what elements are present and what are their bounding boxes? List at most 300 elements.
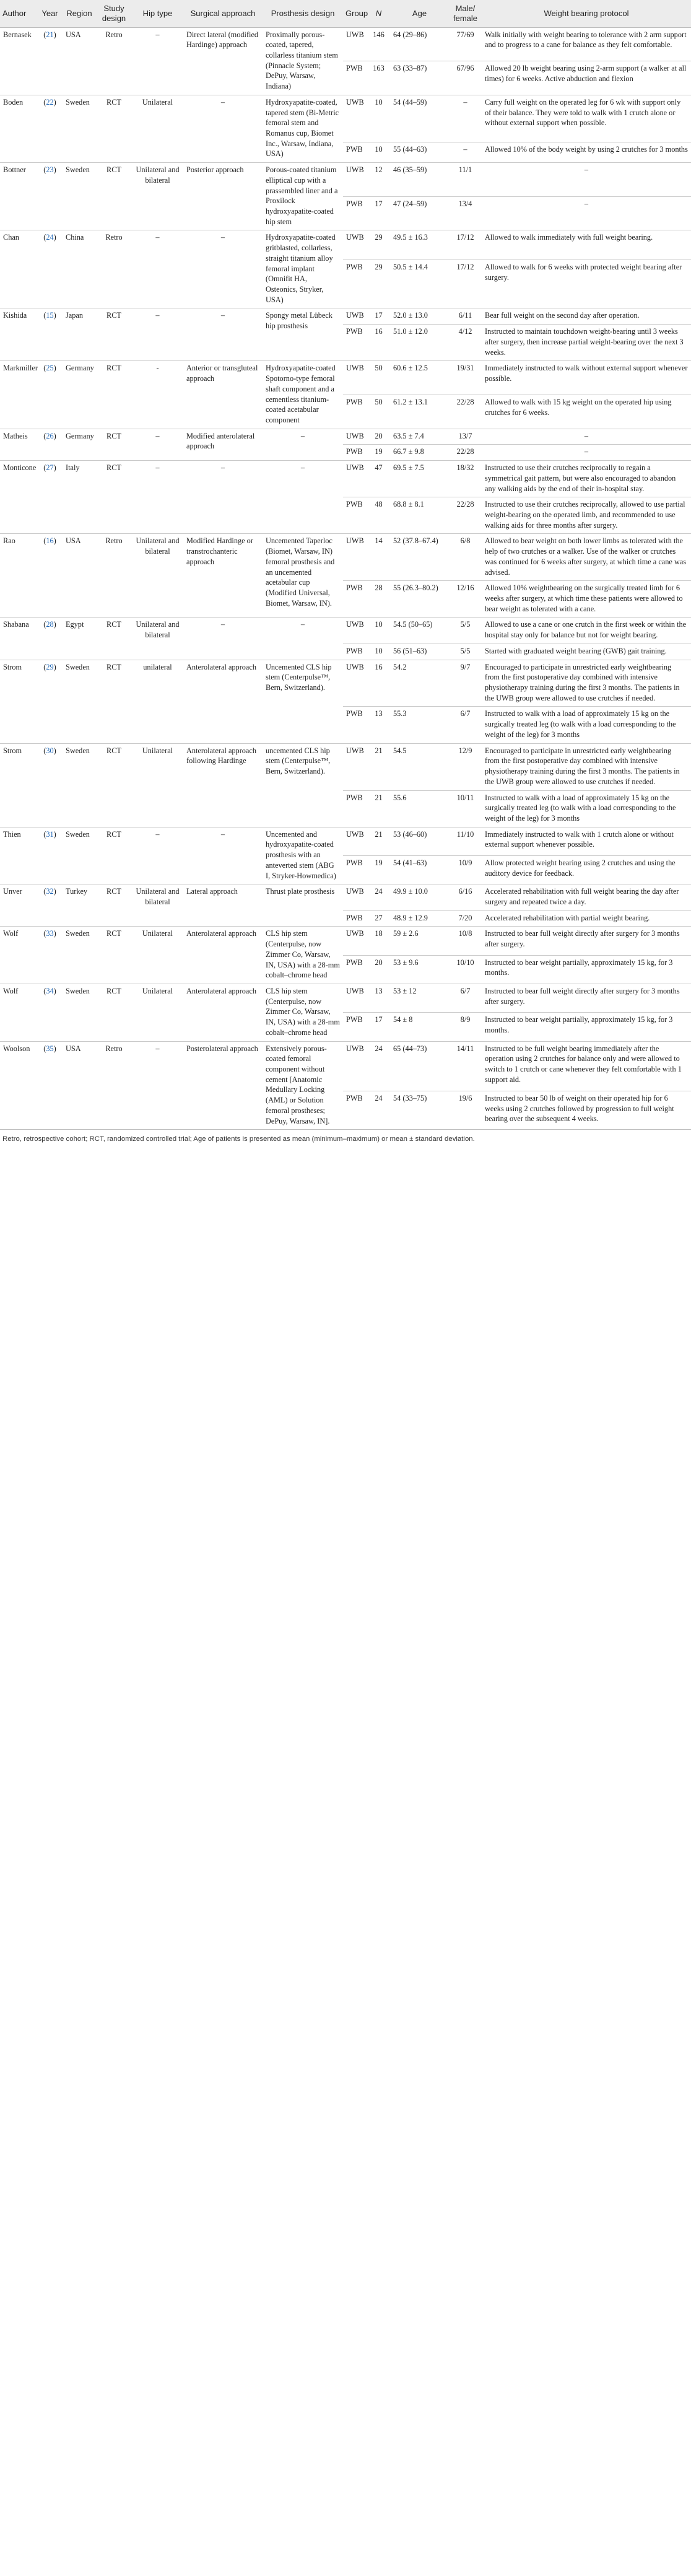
n-cell: 10 — [367, 618, 390, 644]
hip-type-cell: Unilateral — [132, 927, 183, 984]
study-design-cell: RCT — [96, 927, 132, 984]
group-cell: UWB — [343, 361, 367, 395]
prosthesis-design-cell: Spongy metal Lübeck hip prosthesis — [263, 308, 343, 361]
reference-link[interactable]: 28 — [46, 620, 54, 629]
header-male-female: Male/ female — [449, 0, 482, 27]
author-cell: Woolson — [0, 1041, 37, 1129]
n-cell: 146 — [367, 27, 390, 61]
age-cell: 60.6 ± 12.5 — [390, 361, 449, 395]
age-cell: 69.5 ± 7.5 — [390, 461, 449, 497]
group-cell: UWB — [343, 743, 367, 790]
region-cell: China — [63, 230, 96, 308]
group-cell: PWB — [343, 1091, 367, 1129]
group-cell: PWB — [343, 395, 367, 429]
weight-bearing-protocol-cell: – — [482, 445, 691, 461]
surgical-approach-cell: Posterior approach — [183, 163, 263, 230]
year-cell: (34) — [37, 984, 63, 1042]
age-cell: 65 (44–73) — [390, 1041, 449, 1091]
weight-bearing-protocol-cell: Allow protected weight bearing using 2 crutches and using the auditory device for feedback. — [482, 855, 691, 884]
male-female-cell: 12/9 — [449, 743, 482, 790]
group-cell: UWB — [343, 984, 367, 1013]
group-cell: PWB — [343, 445, 367, 461]
study-design-cell: RCT — [96, 984, 132, 1042]
male-female-cell: 22/28 — [449, 445, 482, 461]
male-female-cell: 10/11 — [449, 790, 482, 827]
prosthesis-design-cell: – — [263, 429, 343, 460]
male-female-cell: 19/31 — [449, 361, 482, 395]
prosthesis-design-cell: CLS hip stem (Centerpulse, now Zimmer Co, Warsaw, IN, USA) with a 28-mm cobalt–chrome head — [263, 927, 343, 984]
n-cell: 14 — [367, 534, 390, 581]
group-cell: PWB — [343, 1013, 367, 1041]
surgical-approach-cell: Anterolateral approach — [183, 660, 263, 743]
reference-link[interactable]: 35 — [46, 1044, 54, 1053]
table-row — [0, 361, 691, 395]
weight-bearing-protocol-cell: Accelerated rehabilitation with full weight bearing the day after surgery and repeated twice a day. — [482, 884, 691, 910]
surgical-approach-cell: – — [183, 827, 263, 884]
n-cell: 20 — [367, 429, 390, 445]
group-cell: PWB — [343, 644, 367, 660]
weight-bearing-protocol-cell: Immediately instructed to walk with 1 crutch alone or without external support whenever possible. — [482, 827, 691, 855]
reference-link[interactable]: 21 — [46, 30, 54, 39]
reference-link[interactable]: 22 — [46, 97, 54, 107]
age-cell: 55 (26.3–80.2) — [390, 581, 449, 618]
weight-bearing-protocol-cell: Allowed to walk with 15 kg weight on the operated hip using crutches for 6 weeks. — [482, 395, 691, 429]
male-female-cell: 6/16 — [449, 884, 482, 910]
prosthesis-design-cell: Proximally porous-coated, tapered, collarless titanium stem (Pinnacle System; DePuy, Warsaw, Indiana) — [263, 27, 343, 95]
author-cell: Wolf — [0, 927, 37, 984]
study-design-cell: RCT — [96, 618, 132, 660]
surgical-approach-cell: – — [183, 461, 263, 534]
study-design-cell: Retro — [96, 230, 132, 308]
group-cell: UWB — [343, 827, 367, 855]
studies-table — [0, 0, 691, 1129]
reference-link[interactable]: 25 — [46, 364, 54, 373]
author-cell: Matheis — [0, 429, 37, 460]
weight-bearing-protocol-cell: Accelerated rehabilitation with partial weight bearing. — [482, 910, 691, 927]
study-design-cell: RCT — [96, 95, 132, 162]
hip-type-cell: Unilateral — [132, 984, 183, 1042]
author-cell: Bottner — [0, 163, 37, 230]
male-female-cell: 4/12 — [449, 325, 482, 361]
table-footnote: Retro, retrospective cohort; RCT, randomized controlled trial; Age of patients is presented as mean (minimum–maximum) or mean ± standard deviation. — [0, 1129, 691, 1143]
hip-type-cell: – — [132, 827, 183, 884]
group-cell: UWB — [343, 884, 367, 910]
study-design-cell: RCT — [96, 429, 132, 460]
age-cell: 51.0 ± 12.0 — [390, 325, 449, 361]
surgical-approach-cell: – — [183, 618, 263, 660]
hip-type-cell: Unilateral — [132, 95, 183, 162]
male-female-cell: 14/11 — [449, 1041, 482, 1091]
age-cell: 63.5 ± 7.4 — [390, 429, 449, 445]
age-cell: 68.8 ± 8.1 — [390, 497, 449, 534]
n-cell: 24 — [367, 1041, 390, 1091]
surgical-approach-cell: – — [183, 95, 263, 162]
weight-bearing-protocol-cell: Instructed to bear full weight directly after surgery for 3 months after surgery. — [482, 927, 691, 955]
group-cell: PWB — [343, 910, 367, 927]
n-cell: 17 — [367, 308, 390, 325]
weight-bearing-protocol-cell: Instructed to use their crutches reciprocally, allowed to use partial weight-bearing on the operated limb, and recommended to use walking aids for three months after surgery. — [482, 497, 691, 534]
author-cell: Boden — [0, 95, 37, 162]
prosthesis-design-cell: Hydroxyapatite-coated Spotorno-type femoral shaft component and a cementless titanium-coated acetabular component — [263, 361, 343, 429]
n-cell: 13 — [367, 707, 390, 743]
reference-link[interactable]: 29 — [46, 662, 54, 671]
author-cell: Unver — [0, 884, 37, 927]
header-age: Age — [390, 0, 449, 27]
group-cell: UWB — [343, 27, 367, 61]
prosthesis-design-cell: – — [263, 461, 343, 534]
weight-bearing-protocol-cell: Instructed to use their crutches reciprocally to regain a symmetrical gait pattern, but were also encouraged to abandon any walking aids by the end of their in-hospital stay. — [482, 461, 691, 497]
year-cell: (26) — [37, 429, 63, 460]
header-prosthesis-design: Prosthesis design — [263, 0, 343, 27]
group-cell: UWB — [343, 618, 367, 644]
n-cell: 50 — [367, 395, 390, 429]
group-cell: UWB — [343, 429, 367, 445]
group-cell: UWB — [343, 163, 367, 197]
male-female-cell: 13/4 — [449, 196, 482, 230]
prosthesis-design-cell: Uncemented and hydroxyapatite-coated prosthesis with an anteverted stem (ABG I, Stryker-Howmedica) — [263, 827, 343, 884]
weight-bearing-protocol-cell: Allowed 10% of the body weight by using 2 crutches for 3 months — [482, 142, 691, 163]
year-cell: (33) — [37, 927, 63, 984]
year-cell: (24) — [37, 230, 63, 308]
table-row — [0, 660, 691, 707]
group-cell: UWB — [343, 660, 367, 707]
author-cell: Rao — [0, 534, 37, 618]
age-cell: 54 ± 8 — [390, 1013, 449, 1041]
header-region: Region — [63, 0, 96, 27]
region-cell: Sweden — [63, 743, 96, 827]
table-row — [0, 308, 691, 325]
male-female-cell: 6/7 — [449, 984, 482, 1013]
n-cell: 21 — [367, 827, 390, 855]
surgical-approach-cell: Lateral approach — [183, 884, 263, 927]
group-cell: PWB — [343, 707, 367, 743]
male-female-cell: 10/8 — [449, 927, 482, 955]
reference-link[interactable]: 30 — [46, 746, 54, 755]
header-row — [0, 0, 691, 27]
weight-bearing-protocol-cell: Encouraged to participate in unrestricted early weightbearing from the first postoperative day combined with intensive physiotherapy training during the first 3 months. The patients in the UWB group were allowed to use crutches if needed. — [482, 660, 691, 707]
region-cell: USA — [63, 27, 96, 95]
male-female-cell: 18/32 — [449, 461, 482, 497]
header-year: Year — [37, 0, 63, 27]
group-cell: PWB — [343, 142, 367, 163]
age-cell: 61.2 ± 13.1 — [390, 395, 449, 429]
n-cell: 19 — [367, 445, 390, 461]
n-cell: 163 — [367, 61, 390, 95]
group-cell: UWB — [343, 308, 367, 325]
prosthesis-design-cell: CLS hip stem (Centerpulse, now Zimmer Co, Warsaw, IN, USA) with a 28-mm cobalt–chrome head — [263, 984, 343, 1042]
hip-type-cell: Unilateral — [132, 743, 183, 827]
header-group: Group — [343, 0, 367, 27]
reference-link[interactable]: 31 — [46, 829, 54, 839]
n-cell: 12 — [367, 163, 390, 197]
table-row — [0, 1041, 691, 1091]
male-female-cell: 5/5 — [449, 644, 482, 660]
n-cell: 18 — [367, 927, 390, 955]
table-row — [0, 95, 691, 142]
group-cell: PWB — [343, 325, 367, 361]
reference-link[interactable]: 26 — [46, 431, 54, 440]
n-cell: 27 — [367, 910, 390, 927]
header-author: Author — [0, 0, 37, 27]
author-cell: Markmiller — [0, 361, 37, 429]
study-design-cell: RCT — [96, 308, 132, 361]
reference-link[interactable]: 16 — [46, 536, 54, 546]
study-design-cell: RCT — [96, 461, 132, 534]
region-cell: Germany — [63, 429, 96, 460]
male-female-cell: – — [449, 142, 482, 163]
n-cell: 21 — [367, 743, 390, 790]
n-cell: 16 — [367, 325, 390, 361]
group-cell: PWB — [343, 581, 367, 618]
year-cell: (22) — [37, 95, 63, 162]
author-cell: Monticone — [0, 461, 37, 534]
reference-link[interactable]: 32 — [46, 887, 54, 896]
group-cell: UWB — [343, 461, 367, 497]
age-cell: 48.9 ± 12.9 — [390, 910, 449, 927]
author-cell: Strom — [0, 743, 37, 827]
age-cell: 46 (35–59) — [390, 163, 449, 197]
male-female-cell: 67/96 — [449, 61, 482, 95]
weight-bearing-protocol-cell: Instructed to maintain touchdown weight-bearing until 3 weeks after surgery, then increase partial weight-bearing over the next 3 weeks. — [482, 325, 691, 361]
prosthesis-design-cell: Hydroxyapatite-coated, tapered stem (Bi-Metric femoral stem and Romanus cup, Biomet Inc., Warsaw, Indiana, USA) — [263, 95, 343, 162]
surgical-approach-cell: Direct lateral (modified Hardinge) approach — [183, 27, 263, 95]
prosthesis-design-cell: Uncemented Taperloc (Biomet, Warsaw, IN) femoral prosthesis and an uncemented acetabular cup (Modified Universal, Biomet, Warsaw, IN). — [263, 534, 343, 618]
hip-type-cell: Unilateral and bilateral — [132, 534, 183, 618]
weight-bearing-protocol-cell: Instructed to bear weight partially, approximately 15 kg, for 3 months. — [482, 955, 691, 984]
year-cell: (28) — [37, 618, 63, 660]
prosthesis-design-cell: Extensively porous-coated femoral component without cement [Anatomic Medullary Locking (AML) or Solution femoral prostheses; DePuy, Warsaw, IN]. — [263, 1041, 343, 1129]
reference-link[interactable]: 34 — [46, 987, 54, 995]
n-cell: 47 — [367, 461, 390, 497]
hip-type-cell: – — [132, 308, 183, 361]
male-female-cell: 5/5 — [449, 618, 482, 644]
weight-bearing-protocol-cell: Encouraged to participate in unrestricted early weightbearing from the first postoperative day combined with intensive physiotherapy training during the first 3 months. The patients in the UWB group were allowed to use crutches if needed. — [482, 743, 691, 790]
weight-bearing-protocol-cell: Started with graduated weight bearing (GWB) gait training. — [482, 644, 691, 660]
age-cell: 66.7 ± 9.8 — [390, 445, 449, 461]
male-female-cell: 6/11 — [449, 308, 482, 325]
age-cell: 47 (24–59) — [390, 196, 449, 230]
age-cell: 53 ± 12 — [390, 984, 449, 1013]
header-study-design: Study design — [96, 0, 132, 27]
author-cell: Bernasek — [0, 27, 37, 95]
n-cell: 29 — [367, 230, 390, 260]
weight-bearing-protocol-cell: Instructed to walk with a load of approximately 15 kg on the surgically treated leg (to walk with a load corresponding to the weight of the leg) for 3 months — [482, 790, 691, 827]
male-female-cell: 12/16 — [449, 581, 482, 618]
weight-bearing-protocol-cell: Instructed to bear weight partially, approximately 15 kg, for 3 months. — [482, 1013, 691, 1041]
n-cell: 48 — [367, 497, 390, 534]
group-cell: PWB — [343, 955, 367, 984]
region-cell: USA — [63, 1041, 96, 1129]
male-female-cell: 19/6 — [449, 1091, 482, 1129]
region-cell: USA — [63, 534, 96, 618]
weight-bearing-protocol-cell: Instructed to walk with a load of approximately 15 kg on the surgically treated leg (to walk with a load corresponding to the weight of the leg) for 3 months — [482, 707, 691, 743]
male-female-cell: 8/9 — [449, 1013, 482, 1041]
male-female-cell: 6/7 — [449, 707, 482, 743]
header-hip-type: Hip type — [132, 0, 183, 27]
year-cell: (23) — [37, 163, 63, 230]
age-cell: 64 (29–86) — [390, 27, 449, 61]
weight-bearing-protocol-cell: Walk initially with weight bearing to tolerance with 2 arm support and to progress to a cane for balance as they felt comfortable. — [482, 27, 691, 61]
surgical-approach-cell: Anterolateral approach following Hardinge — [183, 743, 263, 827]
reference-link[interactable]: 24 — [46, 233, 54, 242]
region-cell: Germany — [63, 361, 96, 429]
region-cell: Italy — [63, 461, 96, 534]
weight-bearing-protocol-cell: Allowed to walk immediately with full weight bearing. — [482, 230, 691, 260]
male-female-cell: 22/28 — [449, 395, 482, 429]
table-row — [0, 230, 691, 260]
surgical-approach-cell: Anterior or transgluteal approach — [183, 361, 263, 429]
n-cell: 20 — [367, 955, 390, 984]
age-cell: 55.6 — [390, 790, 449, 827]
age-cell: 50.5 ± 14.4 — [390, 260, 449, 308]
author-cell: Strom — [0, 660, 37, 743]
hip-type-cell: Unilateral and bilateral — [132, 163, 183, 230]
table-row — [0, 618, 691, 644]
group-cell: PWB — [343, 855, 367, 884]
weight-bearing-protocol-cell: Allowed to use a cane or one crutch in the first week or within the hospital stay only for balance but not for weight bearing. — [482, 618, 691, 644]
header-surgical-approach: Surgical approach — [183, 0, 263, 27]
male-female-cell: 7/20 — [449, 910, 482, 927]
reference-link[interactable]: 23 — [46, 165, 54, 175]
table-row — [0, 461, 691, 497]
region-cell: Sweden — [63, 660, 96, 743]
n-cell: 13 — [367, 984, 390, 1013]
year-cell: (15) — [37, 308, 63, 361]
age-cell: 54 (33–75) — [390, 1091, 449, 1129]
age-cell: 49.9 ± 10.0 — [390, 884, 449, 910]
year-cell: (32) — [37, 884, 63, 927]
prosthesis-design-cell: Uncemented CLS hip stem (Centerpulse™, Bern, Switzerland). — [263, 660, 343, 743]
age-cell: 55 (44–63) — [390, 142, 449, 163]
n-cell: 17 — [367, 1013, 390, 1041]
age-cell: 54.5 — [390, 743, 449, 790]
study-design-cell: Retro — [96, 1041, 132, 1129]
header-n: N — [367, 0, 390, 27]
weight-bearing-protocol-cell: – — [482, 196, 691, 230]
n-cell: 19 — [367, 855, 390, 884]
group-cell: PWB — [343, 260, 367, 308]
group-cell: PWB — [343, 196, 367, 230]
age-cell: 54.5 (50–65) — [390, 618, 449, 644]
group-cell: PWB — [343, 497, 367, 534]
male-female-cell: 17/12 — [449, 230, 482, 260]
table-row — [0, 827, 691, 855]
prosthesis-design-cell: uncemented CLS hip stem (Centerpulse™, Bern, Switzerland). — [263, 743, 343, 827]
age-cell: 54 (44–59) — [390, 95, 449, 142]
reference-link[interactable]: 15 — [46, 311, 54, 320]
table-row — [0, 927, 691, 955]
year-cell: (35) — [37, 1041, 63, 1129]
group-cell: PWB — [343, 790, 367, 827]
hip-type-cell: – — [132, 230, 183, 308]
male-female-cell: 11/10 — [449, 827, 482, 855]
hip-type-cell: - — [132, 361, 183, 429]
weight-bearing-protocol-cell: Allowed to bear weight on both lower limbs as tolerated with the help of two crutches or a walker. Use of the walker or crutches was continued for 6 weeks after surgery, at which time a cane was advised. — [482, 534, 691, 581]
hip-type-cell: – — [132, 1041, 183, 1129]
n-cell: 29 — [367, 260, 390, 308]
surgical-approach-cell: Anterolateral approach — [183, 927, 263, 984]
study-design-cell: RCT — [96, 361, 132, 429]
hip-type-cell: Unilateral and bilateral — [132, 618, 183, 660]
author-cell: Kishida — [0, 308, 37, 361]
reference-link[interactable]: 27 — [46, 463, 54, 473]
surgical-approach-cell: – — [183, 230, 263, 308]
n-cell: 17 — [367, 196, 390, 230]
hip-type-cell: unilateral — [132, 660, 183, 743]
weight-bearing-protocol-cell: Bear full weight on the second day after operation. — [482, 308, 691, 325]
male-female-cell: 11/1 — [449, 163, 482, 197]
prosthesis-design-cell: – — [263, 618, 343, 660]
group-cell: UWB — [343, 95, 367, 142]
male-female-cell: 13/7 — [449, 429, 482, 445]
author-cell: Thien — [0, 827, 37, 884]
surgical-approach-cell: – — [183, 308, 263, 361]
author-cell: Shabana — [0, 618, 37, 660]
n-cell: 10 — [367, 644, 390, 660]
group-cell: PWB — [343, 61, 367, 95]
male-female-cell: 22/28 — [449, 497, 482, 534]
age-cell: 53 ± 9.6 — [390, 955, 449, 984]
surgical-approach-cell: Modified anterolateral approach — [183, 429, 263, 460]
weight-bearing-protocol-cell: Allowed 10% weightbearing on the surgically treated limb for 6 weeks after surgery, at which time these patients were allowed to bear weight as tolerated with a cane. — [482, 581, 691, 618]
n-cell: 24 — [367, 884, 390, 910]
hip-type-cell: – — [132, 429, 183, 460]
table-row — [0, 27, 691, 61]
n-cell: 10 — [367, 95, 390, 142]
group-cell: UWB — [343, 534, 367, 581]
region-cell: Sweden — [63, 827, 96, 884]
region-cell: Turkey — [63, 884, 96, 927]
surgical-approach-cell: Modified Hardinge or transtrochanteric approach — [183, 534, 263, 618]
surgical-approach-cell: Posterolateral approach — [183, 1041, 263, 1129]
region-cell: Japan — [63, 308, 96, 361]
study-design-cell: Retro — [96, 27, 132, 95]
prosthesis-design-cell: Hydroxyapatite-coated gritblasted, collarless, straight titanium alloy femoral implant (Omnifit HA, Osteonics, Stryker, USA) — [263, 230, 343, 308]
reference-link[interactable]: 33 — [46, 929, 54, 938]
table-row — [0, 984, 691, 1013]
n-cell: 28 — [367, 581, 390, 618]
author-cell: Chan — [0, 230, 37, 308]
year-cell: (16) — [37, 534, 63, 618]
study-design-cell: RCT — [96, 743, 132, 827]
male-female-cell: 77/69 — [449, 27, 482, 61]
male-female-cell: 6/8 — [449, 534, 482, 581]
n-cell: 50 — [367, 361, 390, 395]
age-cell: 54.2 — [390, 660, 449, 707]
weight-bearing-protocol-cell: Allowed to walk for 6 weeks with protected weight bearing after surgery. — [482, 260, 691, 308]
hip-type-cell: – — [132, 461, 183, 534]
male-female-cell: – — [449, 95, 482, 142]
study-design-cell: Retro — [96, 534, 132, 618]
age-cell: 53 (46–60) — [390, 827, 449, 855]
region-cell: Sweden — [63, 163, 96, 230]
n-cell: 24 — [367, 1091, 390, 1129]
weight-bearing-protocol-cell: Instructed to bear full weight directly after surgery for 3 months after surgery. — [482, 984, 691, 1013]
table-row — [0, 884, 691, 910]
age-cell: 52.0 ± 13.0 — [390, 308, 449, 325]
year-cell: (31) — [37, 827, 63, 884]
age-cell: 49.5 ± 16.3 — [390, 230, 449, 260]
weight-bearing-protocol-cell: Allowed 20 lb weight bearing using 2-arm support (a walker at all times) for 6 weeks. Active abduction and flexion — [482, 61, 691, 95]
region-cell: Egypt — [63, 618, 96, 660]
year-cell: (30) — [37, 743, 63, 827]
study-design-cell: RCT — [96, 660, 132, 743]
weight-bearing-protocol-cell: Instructed to bear 50 lb of weight on their operated hip for 6 weeks using 2 crutches followed by progression to full weight bearing over the subsequent 4 weeks. — [482, 1091, 691, 1129]
male-female-cell: 17/12 — [449, 260, 482, 308]
age-cell: 63 (33–87) — [390, 61, 449, 95]
year-cell: (25) — [37, 361, 63, 429]
surgical-approach-cell: Anterolateral approach — [183, 984, 263, 1042]
